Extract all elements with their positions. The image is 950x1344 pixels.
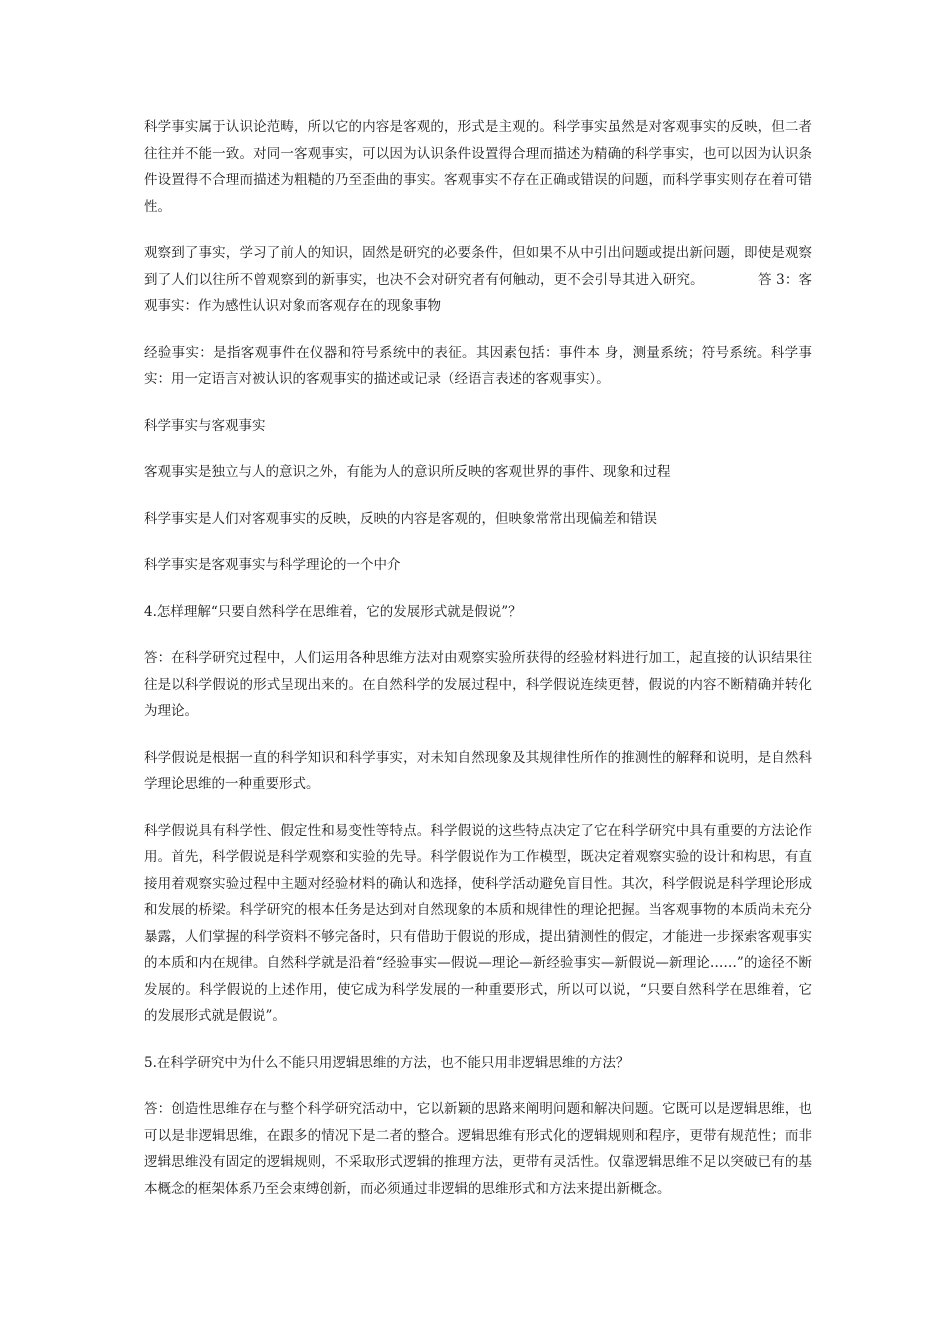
question-4: 4.怎样理解“只要自然科学在思维着，它的发展形式就是假说”？ xyxy=(144,603,522,620)
paragraph-observation-and-questions xyxy=(144,240,812,320)
heading-scientific-vs-objective-fact: 科学事实与客观事实 xyxy=(144,417,266,434)
paragraph-empirical-fact: 经验事实：是指客观事件在仪器和符号系统中的表征。其因素包括：事件本 身，测量系统；符号系统。科学事实：用一定语言对被认识的客观事实的描述或记录（经语言表述的客观事实）。 xyxy=(144,344,812,387)
answer-3-objective-fact: 答 3：客观事实：作为感性认识对象而客观存在的现象事物 xyxy=(144,271,812,314)
document-body xyxy=(144,114,812,1222)
answer-4-intro: 答：在科学研究过程中，人们运用各种思维方法对由观察实验所获得的经验材料进行加工，起直接的认识结果往往是以科学假说的形式呈现出来的。在自然科学的发展过程中，科学假说连续更替，假说的内容不断精确并转化为理论。 xyxy=(144,650,812,719)
paragraph-scientific-fact-intermediary: 科学事实是客观事实与科学理论的一个中介 xyxy=(144,557,401,573)
paragraph-observation-text: 观察到了事实，学习了前人的知识，固然是研究的必要条件，但如果不从中引出问题或提出新问题，即使是观察到了人们以往所不曾观察到的新事实，也决不会对研究者有何触动，更不会引导其进入研究。 xyxy=(144,245,812,288)
paragraph-hypothesis-definition: 科学假说是根据一直的科学知识和科学事实，对未知自然现象及其规律性所作的推测性的解释和说明，是自然科学理论思维的一种重要形式。 xyxy=(144,749,812,792)
question-5: 5.在科学研究中为什么不能只用逻辑思维的方法，也不能只用非逻辑思维的方法？ xyxy=(144,1054,630,1071)
paragraph-objective-fact-definition: 客观事实是独立与人的意识之外，有能为人的意识所反映的客观世界的事件、现象和过程 xyxy=(144,464,671,480)
paragraph-scientific-fact-category: 科学事实属于认识论范畴，所以它的内容是客观的，形式是主观的。科学事实虽然是对客观事实的反映，但二者往往并不能一致。对同一客观事实，可以因为认识条件设置得合理而描述为精确的科学事实，也可以因为认识条件设置得不合理而描述为粗糙的乃至歪曲的事实。客观事实不存在正确或错误的问题，而科学事实则存在着可错性。 xyxy=(144,119,812,215)
paragraph-hypothesis-features: 科学假说具有科学性、假定性和易变性等特点。科学假说的这些特点决定了它在科学研究中具有重要的方法论作用。首先，科学假说是科学观察和实验的先导。科学假说作为工作模型，既决定着观察实验的设计和构思，有直接用着观察实验过程中主题对经验材料的确认和选择，使科学活动避免盲目性。其次，科学假说是科学理论形成和发展的桥梁。科学研究的根本任务是达到对自然现象的本质和规律性的理论把握。当客观事物的本质尚未充分暴露，人们掌握的科学资料不够完备时，只有借助于假说的形成，提出猜测性的假定，才能进一步探索客观事实的本质和内在规律。自然科学就是沿着“经验事实—假说—理论—新经验事实—新假说—新理论……”的途径不断发展的。科学假说的上述作用，使它成为科学发展的一种重要形式，所以可以说，“只要自然科学在思维着，它的发展形式就是假说”。 xyxy=(144,822,812,1024)
paragraph-scientific-fact-reflection: 科学事实是人们对客观事实的反映，反映的内容是客观的，但映象常常出现偏差和错误 xyxy=(144,510,657,527)
answer-5-creative-thinking: 答：创造性思维存在与整个科学研究活动中，它以新颖的思路来阐明问题和解决问题。它既可以是逻辑思维，也可以是非逻辑思维，在跟多的情况下是二者的整合。逻辑思维有形式化的逻辑规则和程序，更带有规范性；而非逻辑思维没有固定的逻辑规则，不采取形式逻辑的推理方法，更带有灵活性。仅靠逻辑思维不足以突破已有的基本概念的框架体系乃至会束缚创新，而必须通过非逻辑的思维形式和方法来提出新概念。 xyxy=(144,1101,812,1197)
